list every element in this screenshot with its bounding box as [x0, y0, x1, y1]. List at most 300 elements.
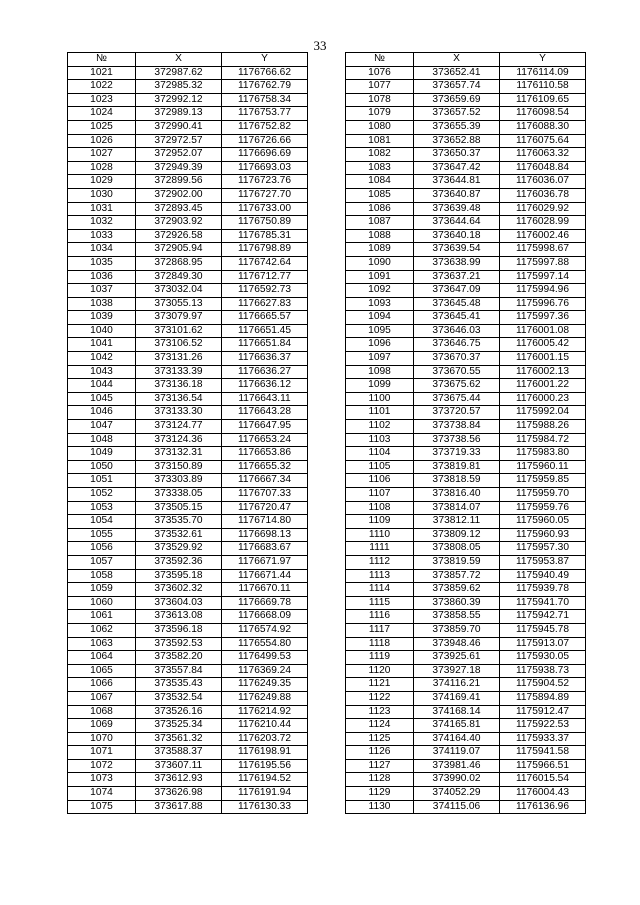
table-row [68, 596, 308, 610]
header-number: № [68, 53, 136, 67]
cell-point-number: 1045 [68, 392, 136, 406]
cell-x: 373925.61 [414, 651, 500, 665]
cell-point-number: 1083 [346, 161, 414, 175]
cell-point-number: 1061 [68, 610, 136, 624]
cell-x: 372893.45 [136, 202, 222, 216]
table-row [346, 80, 586, 94]
cell-point-number: 1125 [346, 732, 414, 746]
table-row [346, 501, 586, 515]
cell-x: 372868.95 [136, 256, 222, 270]
cell-y: 1176015.54 [500, 773, 586, 787]
cell-x: 373639.48 [414, 202, 500, 216]
cell-y: 1176671.44 [222, 569, 308, 583]
cell-y: 1176707.33 [222, 488, 308, 502]
cell-x: 373561.32 [136, 732, 222, 746]
cell-point-number: 1053 [68, 501, 136, 515]
cell-point-number: 1089 [346, 243, 414, 257]
table-row [68, 379, 308, 393]
cell-x: 373646.03 [414, 324, 500, 338]
cell-point-number: 1067 [68, 691, 136, 705]
cell-point-number: 1078 [346, 93, 414, 107]
table-row [68, 311, 308, 325]
table-row [68, 651, 308, 665]
table-row [68, 80, 308, 94]
cell-x: 373814.07 [414, 501, 500, 515]
cell-x: 373670.37 [414, 352, 500, 366]
cell-point-number: 1120 [346, 664, 414, 678]
table-row [346, 338, 586, 352]
cell-y: 1176683.67 [222, 542, 308, 556]
cell-point-number: 1055 [68, 528, 136, 542]
cell-point-number: 1025 [68, 120, 136, 134]
cell-x: 373948.46 [414, 637, 500, 651]
cell-y: 1176636.12 [222, 379, 308, 393]
table-row [68, 447, 308, 461]
cell-x: 373532.54 [136, 691, 222, 705]
cell-point-number: 1093 [346, 297, 414, 311]
cell-x: 374168.14 [414, 705, 500, 719]
cell-y: 1175992.04 [500, 406, 586, 420]
cell-point-number: 1117 [346, 623, 414, 637]
cell-point-number: 1077 [346, 80, 414, 94]
cell-y: 1176653.86 [222, 447, 308, 461]
cell-point-number: 1048 [68, 433, 136, 447]
cell-point-number: 1080 [346, 120, 414, 134]
table-row [346, 732, 586, 746]
cell-x: 373136.54 [136, 392, 222, 406]
cell-x: 373655.39 [414, 120, 500, 134]
cell-x: 373857.72 [414, 569, 500, 583]
cell-y: 1176005.42 [500, 338, 586, 352]
cell-x: 374164.40 [414, 732, 500, 746]
cell-point-number: 1064 [68, 651, 136, 665]
table-row [68, 93, 308, 107]
cell-x: 373650.37 [414, 148, 500, 162]
table-row [68, 773, 308, 787]
table-row [68, 270, 308, 284]
cell-point-number: 1068 [68, 705, 136, 719]
cell-y: 1175940.49 [500, 569, 586, 583]
cell-y: 1176627.83 [222, 297, 308, 311]
table-row [68, 637, 308, 651]
cell-point-number: 1042 [68, 352, 136, 366]
cell-point-number: 1038 [68, 297, 136, 311]
cell-y: 1175997.88 [500, 256, 586, 270]
cell-x: 372899.56 [136, 175, 222, 189]
cell-x: 373582.20 [136, 651, 222, 665]
cell-y: 1176667.34 [222, 474, 308, 488]
cell-x: 373647.42 [414, 161, 500, 175]
cell-y: 1175941.58 [500, 746, 586, 760]
cell-y: 1176198.91 [222, 746, 308, 760]
cell-point-number: 1084 [346, 175, 414, 189]
cell-point-number: 1126 [346, 746, 414, 760]
table-row [346, 311, 586, 325]
table-row [68, 148, 308, 162]
cell-x: 373809.12 [414, 528, 500, 542]
cell-y: 1176762.79 [222, 80, 308, 94]
cell-x: 373640.18 [414, 229, 500, 243]
cell-point-number: 1070 [68, 732, 136, 746]
cell-point-number: 1124 [346, 719, 414, 733]
cell-y: 1176727.70 [222, 188, 308, 202]
cell-y: 1176109.65 [500, 93, 586, 107]
cell-point-number: 1130 [346, 800, 414, 814]
cell-y: 1175941.70 [500, 596, 586, 610]
table-row [68, 732, 308, 746]
cell-y: 1175996.76 [500, 297, 586, 311]
cell-y: 1175997.36 [500, 311, 586, 325]
cell-y: 1176671.97 [222, 555, 308, 569]
cell-y: 1176029.92 [500, 202, 586, 216]
cell-point-number: 1112 [346, 555, 414, 569]
cell-x: 373638.99 [414, 256, 500, 270]
cell-point-number: 1058 [68, 569, 136, 583]
table-row [346, 175, 586, 189]
cell-point-number: 1052 [68, 488, 136, 502]
cell-y: 1175904.52 [500, 678, 586, 692]
cell-x: 373136.18 [136, 379, 222, 393]
cell-y: 1176004.43 [500, 787, 586, 801]
header-x: X [136, 53, 222, 67]
cell-point-number: 1102 [346, 420, 414, 434]
table-row [346, 569, 586, 583]
table-row [346, 365, 586, 379]
cell-point-number: 1105 [346, 460, 414, 474]
table-row [68, 800, 308, 814]
cell-x: 374115.06 [414, 800, 500, 814]
cell-x: 373670.55 [414, 365, 500, 379]
table-row [346, 583, 586, 597]
cell-x: 373588.37 [136, 746, 222, 760]
cell-y: 1175913.07 [500, 637, 586, 651]
cell-y: 1176647.95 [222, 420, 308, 434]
cell-point-number: 1051 [68, 474, 136, 488]
cell-x: 373859.70 [414, 623, 500, 637]
cell-y: 1176655.32 [222, 460, 308, 474]
cell-point-number: 1036 [68, 270, 136, 284]
cell-point-number: 1054 [68, 515, 136, 529]
cell-y: 1175957.30 [500, 542, 586, 556]
cell-point-number: 1066 [68, 678, 136, 692]
cell-y: 1175930.05 [500, 651, 586, 665]
cell-x: 373101.62 [136, 324, 222, 338]
cell-y: 1176726.66 [222, 134, 308, 148]
cell-point-number: 1099 [346, 379, 414, 393]
table-row [346, 120, 586, 134]
cell-point-number: 1110 [346, 528, 414, 542]
cell-x: 373819.81 [414, 460, 500, 474]
cell-x: 373858.55 [414, 610, 500, 624]
table-row [68, 406, 308, 420]
header-x: X [414, 53, 500, 67]
cell-y: 1175922.53 [500, 719, 586, 733]
cell-y: 1176653.24 [222, 433, 308, 447]
cell-y: 1176714.80 [222, 515, 308, 529]
cell-x: 373647.09 [414, 284, 500, 298]
header-row [68, 53, 308, 67]
cell-point-number: 1128 [346, 773, 414, 787]
cell-point-number: 1115 [346, 596, 414, 610]
cell-x: 373860.39 [414, 596, 500, 610]
cell-y: 1176668.09 [222, 610, 308, 624]
table-row [68, 352, 308, 366]
table-row [346, 379, 586, 393]
cell-y: 1176110.58 [500, 80, 586, 94]
cell-point-number: 1076 [346, 66, 414, 80]
table-row [68, 188, 308, 202]
table-row [346, 460, 586, 474]
cell-point-number: 1069 [68, 719, 136, 733]
cell-y: 1176636.37 [222, 352, 308, 366]
table-row [346, 406, 586, 420]
table-row [346, 447, 586, 461]
cell-x: 372985.32 [136, 80, 222, 94]
cell-x: 373652.88 [414, 134, 500, 148]
table-row [346, 66, 586, 80]
table-row [346, 324, 586, 338]
cell-x: 373595.18 [136, 569, 222, 583]
cell-x: 373644.64 [414, 216, 500, 230]
cell-point-number: 1043 [68, 365, 136, 379]
table-row [346, 107, 586, 121]
page-number: 33 [313, 38, 327, 53]
table-row [68, 488, 308, 502]
cell-x: 373592.36 [136, 555, 222, 569]
cell-x: 373079.97 [136, 311, 222, 325]
cell-point-number: 1100 [346, 392, 414, 406]
cell-y: 1175945.78 [500, 623, 586, 637]
coordinates-table-left [67, 52, 308, 814]
cell-point-number: 1074 [68, 787, 136, 801]
cell-y: 1176036.07 [500, 175, 586, 189]
cell-x: 373607.11 [136, 759, 222, 773]
cell-x: 373738.84 [414, 420, 500, 434]
cell-point-number: 1095 [346, 324, 414, 338]
table-row [68, 542, 308, 556]
cell-point-number: 1123 [346, 705, 414, 719]
cell-y: 1176098.54 [500, 107, 586, 121]
cell-point-number: 1026 [68, 134, 136, 148]
table-row [68, 297, 308, 311]
table-row [68, 284, 308, 298]
cell-x: 373124.77 [136, 420, 222, 434]
header-row [346, 53, 586, 67]
cell-x: 372902.00 [136, 188, 222, 202]
cell-point-number: 1097 [346, 352, 414, 366]
cell-x: 373150.89 [136, 460, 222, 474]
table-row [346, 787, 586, 801]
cell-x: 372987.62 [136, 66, 222, 80]
cell-y: 1176000.23 [500, 392, 586, 406]
table-row [346, 216, 586, 230]
table-row [68, 555, 308, 569]
table-row [68, 460, 308, 474]
table-row [346, 433, 586, 447]
cell-y: 1176758.34 [222, 93, 308, 107]
table-row [346, 555, 586, 569]
cell-point-number: 1027 [68, 148, 136, 162]
cell-point-number: 1062 [68, 623, 136, 637]
cell-x: 372926.58 [136, 229, 222, 243]
cell-point-number: 1039 [68, 311, 136, 325]
cell-x: 373812.11 [414, 515, 500, 529]
header-y: Y [500, 53, 586, 67]
cell-y: 1176750.89 [222, 216, 308, 230]
cell-x: 373637.21 [414, 270, 500, 284]
cell-point-number: 1114 [346, 583, 414, 597]
cell-point-number: 1075 [68, 800, 136, 814]
cell-point-number: 1021 [68, 66, 136, 80]
table-row [346, 134, 586, 148]
cell-x: 373602.32 [136, 583, 222, 597]
cell-y: 1176002.46 [500, 229, 586, 243]
table-row [346, 188, 586, 202]
table-row [346, 773, 586, 787]
cell-y: 1176785.31 [222, 229, 308, 243]
cell-x: 374119.07 [414, 746, 500, 760]
cell-point-number: 1032 [68, 216, 136, 230]
cell-x: 372905.94 [136, 243, 222, 257]
cell-x: 373639.54 [414, 243, 500, 257]
cell-x: 373055.13 [136, 297, 222, 311]
cell-point-number: 1030 [68, 188, 136, 202]
cell-x: 373303.89 [136, 474, 222, 488]
cell-y: 1176698.13 [222, 528, 308, 542]
table-row [68, 610, 308, 624]
cell-y: 1175959.85 [500, 474, 586, 488]
cell-point-number: 1050 [68, 460, 136, 474]
cell-point-number: 1109 [346, 515, 414, 529]
cell-x: 373659.69 [414, 93, 500, 107]
cell-y: 1175894.89 [500, 691, 586, 705]
table-row [346, 800, 586, 814]
cell-point-number: 1121 [346, 678, 414, 692]
table-row [346, 705, 586, 719]
cell-y: 1176191.94 [222, 787, 308, 801]
cell-x: 373613.08 [136, 610, 222, 624]
cell-y: 1176753.77 [222, 107, 308, 121]
cell-y: 1175953.87 [500, 555, 586, 569]
cell-point-number: 1113 [346, 569, 414, 583]
cell-y: 1176712.77 [222, 270, 308, 284]
cell-y: 1176048.84 [500, 161, 586, 175]
cell-x: 373526.16 [136, 705, 222, 719]
cell-x: 373657.74 [414, 80, 500, 94]
cell-y: 1176002.13 [500, 365, 586, 379]
cell-point-number: 1057 [68, 555, 136, 569]
cell-y: 1176499.53 [222, 651, 308, 665]
cell-point-number: 1119 [346, 651, 414, 665]
table-row [68, 474, 308, 488]
cell-y: 1176693.03 [222, 161, 308, 175]
cell-point-number: 1122 [346, 691, 414, 705]
cell-y: 1176028.99 [500, 216, 586, 230]
table-row [68, 338, 308, 352]
cell-point-number: 1024 [68, 107, 136, 121]
table-row [346, 148, 586, 162]
cell-point-number: 1044 [68, 379, 136, 393]
cell-x: 373719.33 [414, 447, 500, 461]
cell-point-number: 1096 [346, 338, 414, 352]
cell-x: 373816.40 [414, 488, 500, 502]
table-row [346, 161, 586, 175]
cell-y: 1176214.92 [222, 705, 308, 719]
cell-point-number: 1028 [68, 161, 136, 175]
cell-x: 372952.07 [136, 148, 222, 162]
cell-y: 1176554.80 [222, 637, 308, 651]
table-row [346, 93, 586, 107]
cell-y: 1175966.51 [500, 759, 586, 773]
cell-x: 372992.12 [136, 93, 222, 107]
cell-x: 373124.36 [136, 433, 222, 447]
cell-point-number: 1049 [68, 447, 136, 461]
cell-point-number: 1116 [346, 610, 414, 624]
table-row [68, 705, 308, 719]
table-row [68, 420, 308, 434]
cell-point-number: 1046 [68, 406, 136, 420]
cell-x: 373338.05 [136, 488, 222, 502]
cell-point-number: 1081 [346, 134, 414, 148]
cell-x: 373557.84 [136, 664, 222, 678]
cell-y: 1175912.47 [500, 705, 586, 719]
table-row [346, 392, 586, 406]
table-row [346, 420, 586, 434]
cell-point-number: 1094 [346, 311, 414, 325]
cell-point-number: 1082 [346, 148, 414, 162]
cell-y: 1176665.57 [222, 311, 308, 325]
table-row [346, 651, 586, 665]
cell-y: 1176369.24 [222, 664, 308, 678]
cell-point-number: 1104 [346, 447, 414, 461]
table-row [346, 243, 586, 257]
cell-x: 374169.41 [414, 691, 500, 705]
cell-point-number: 1063 [68, 637, 136, 651]
cell-y: 1176766.62 [222, 66, 308, 80]
cell-point-number: 1085 [346, 188, 414, 202]
table-row [346, 474, 586, 488]
cell-point-number: 1023 [68, 93, 136, 107]
cell-y: 1175997.14 [500, 270, 586, 284]
cell-point-number: 1111 [346, 542, 414, 556]
cell-y: 1176670.11 [222, 583, 308, 597]
cell-point-number: 1108 [346, 501, 414, 515]
cell-x: 373645.41 [414, 311, 500, 325]
cell-y: 1176130.33 [222, 800, 308, 814]
cell-y: 1175984.72 [500, 433, 586, 447]
table-row [68, 134, 308, 148]
cell-y: 1176752.82 [222, 120, 308, 134]
cell-y: 1176136.96 [500, 800, 586, 814]
cell-x: 373592.53 [136, 637, 222, 651]
cell-x: 373644.81 [414, 175, 500, 189]
cell-x: 372989.13 [136, 107, 222, 121]
cell-x: 373131.26 [136, 352, 222, 366]
table-row [346, 284, 586, 298]
cell-point-number: 1088 [346, 229, 414, 243]
cell-point-number: 1035 [68, 256, 136, 270]
cell-x: 373133.30 [136, 406, 222, 420]
cell-y: 1175933.37 [500, 732, 586, 746]
table-row [346, 528, 586, 542]
table-row [346, 256, 586, 270]
cell-x: 372990.41 [136, 120, 222, 134]
cell-x: 373646.75 [414, 338, 500, 352]
cell-x: 373675.44 [414, 392, 500, 406]
header-y: Y [222, 53, 308, 67]
cell-point-number: 1086 [346, 202, 414, 216]
cell-y: 1175983.80 [500, 447, 586, 461]
